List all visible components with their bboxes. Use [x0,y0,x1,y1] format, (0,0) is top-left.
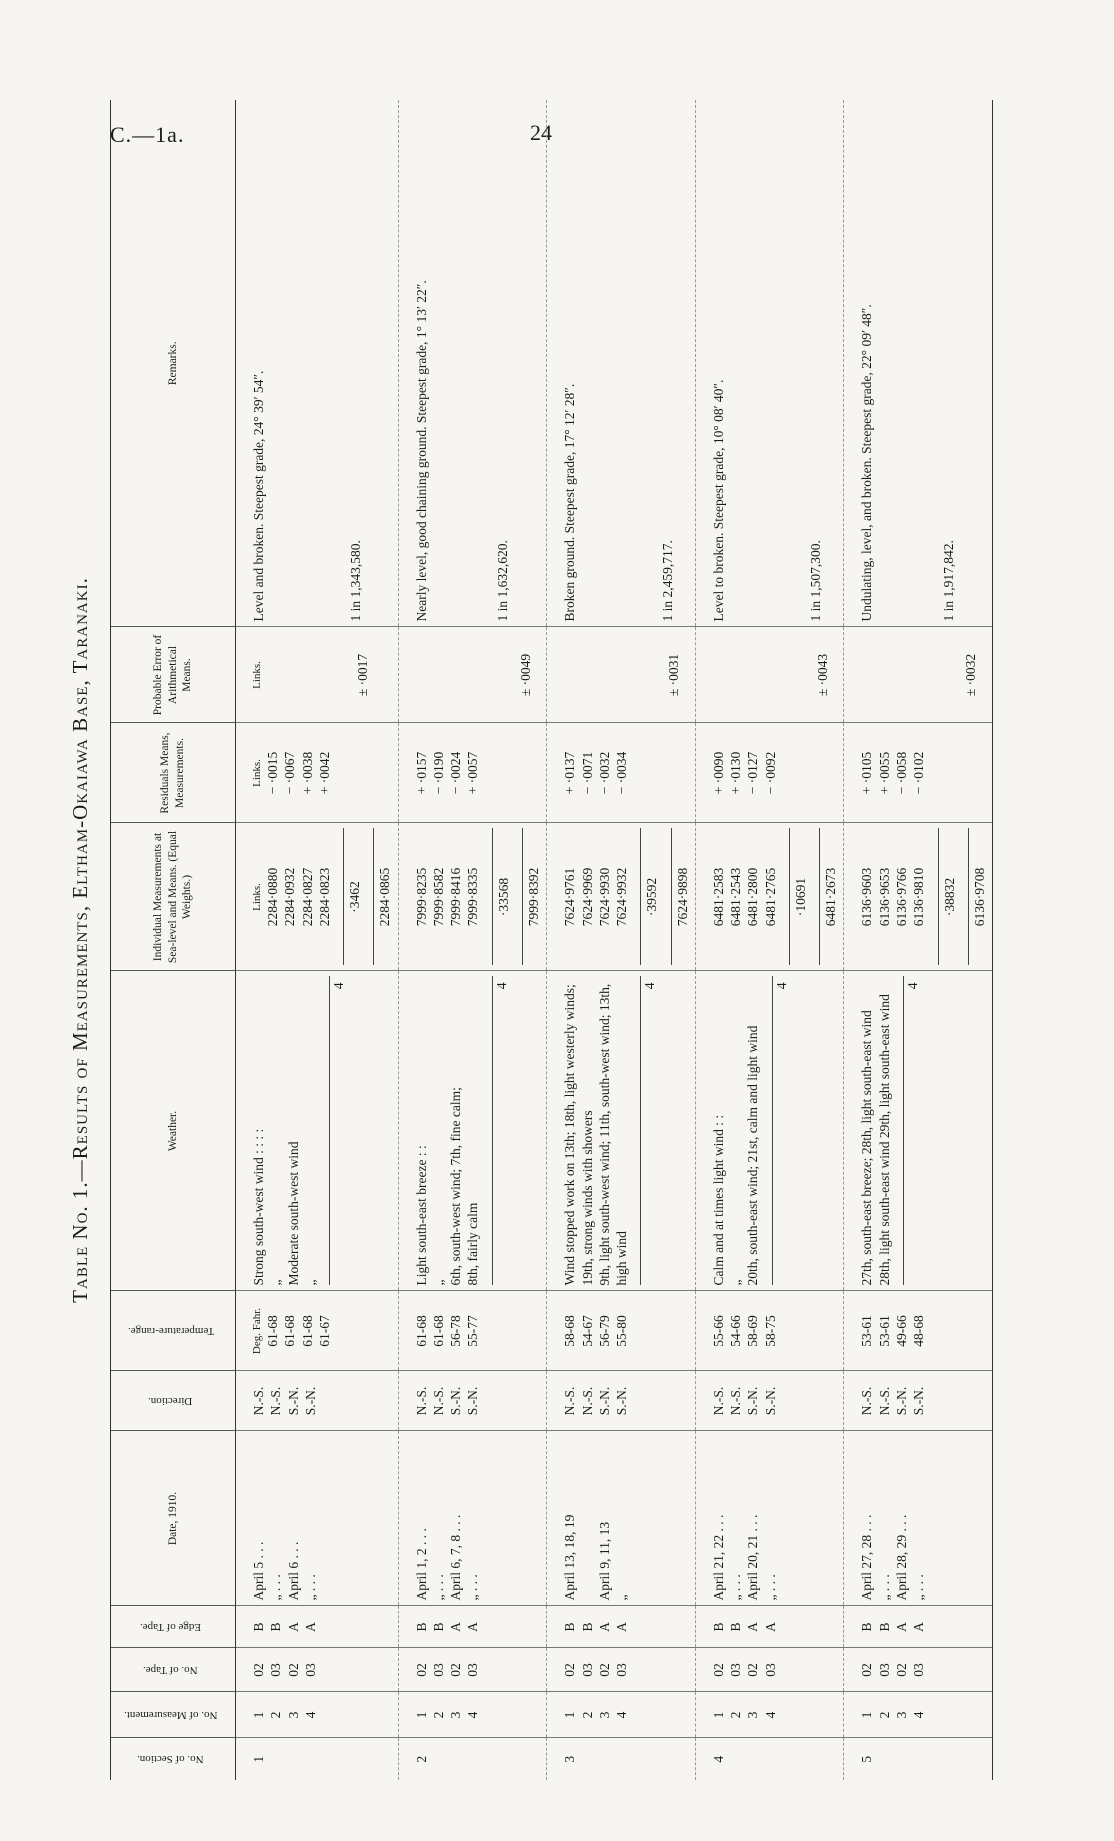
count: 4 [492,977,510,1286]
probable-error [695,627,844,723]
header-date: Date, 1910. [111,1431,236,1606]
header-probable-error: Probable Error of Arithmetical Means. [111,627,236,723]
header-tape: No. of Tape. [111,1648,236,1692]
sum-value: ·3462 [343,829,363,966]
remarks-text: Level to broken. Steepest grade, 10° 08′ 40″. [710,379,726,622]
individual-measurements [695,823,844,971]
temperatures: 53-61 53-61 49-66 48-68 [844,1291,993,1371]
weather [547,971,696,1291]
individual-values: 7624·9761 7624·9969 7624·9930 7624·9932 [562,867,630,927]
weather-text: Light south-east breeze : : „ 6th, south-west wind; 7th, fine calm; 8th, fairly calm [413,1087,481,1286]
remarks-text: Broken ground. Steepest grade, 17° 12′ 28″. [562,383,578,622]
header-weather: Weather. [111,971,236,1291]
individual-measurements [844,823,993,971]
section-row [398,100,547,1780]
tape-edges: B B A A [695,1606,844,1648]
results-table [110,100,993,1780]
directions: N.-S. N.-S. S.-N. S.-N. [695,1371,844,1431]
individual-values: 6136·9603 6136·9653 6136·9766 6136·9810 [859,867,927,927]
residuals [236,723,399,823]
residuals-unit: Links. [251,759,263,787]
error-value: ± ·0032 [963,653,979,697]
sum-value: ·33568 [492,829,512,966]
weather [236,971,399,1291]
section-no: 5 [844,1738,993,1780]
section-row [547,100,696,1780]
ratio: 1 in 1,507,300. [808,540,824,622]
directions: N.-S. N.-S. S.-N. S.-N. [236,1371,399,1431]
sum-value: ·38832 [938,829,958,966]
dates: April 5 . . . „ . . . April 6 . . . „ . . . [236,1431,399,1606]
dates: April 1, 2 . . . „ . . . April 6, 7, 8 . . . „ . . . [398,1431,547,1606]
section-no: 1 [236,1738,399,1780]
header-measurement: No. of Measurement. [111,1692,236,1738]
error-value: ± ·0017 [355,653,371,697]
probable-error [236,627,399,723]
tape-nos: 02 03 02 03 [695,1648,844,1692]
weather-text: Strong south-west wind : : : : „ Moderate south-west wind „ [251,1128,318,1286]
header-direction: Direction. [111,1371,236,1431]
section-no: 2 [398,1738,547,1780]
temperatures: 58-68 54-67 56-79 55-80 [547,1291,696,1371]
directions: N.-S. N.-S. S.-N. S.-N. [547,1371,696,1431]
temp-values: 61-68 61-68 61-68 61-67 [265,1315,332,1347]
section-row [844,100,993,1780]
section-row [236,100,399,1780]
tape-edges: B B A A [844,1606,993,1648]
weather-text: Calm and at times light wind : : „ 20th, south-east wind; 21st, calm and light wind [710,1025,761,1286]
error-unit: Links. [251,661,263,689]
weather [398,971,547,1291]
weather-text: Wind stopped work on 13th; 18th, light westerly winds; 19th, strong winds with showers 9th, light south-west wind; 11th, south-west wind; 13th, high wind [562,983,630,1286]
measurement-nos: 1 2 3 4 [547,1692,696,1738]
remarks-text: Undulating, level, and broken. Steepest grade, 22° 09′ 48″. [859,304,875,622]
table-title: Table No. 1.—Results of Measurements, Eltham-Okaiawa Base, Taranaki. [68,577,92,1303]
dates: April 13, 18, 19 April 9, 11, 13 „ [547,1431,696,1606]
ratio: 1 in 2,459,717. [659,540,675,622]
weather [695,971,844,1291]
page-number: 24 [530,120,552,145]
count: 4 [772,977,790,1286]
header-temperature: Temperature-range. [111,1291,236,1371]
section-no: 3 [547,1738,696,1780]
probable-error [398,627,547,723]
links-unit: Links. [251,883,263,911]
tape-nos: 02 03 02 03 [236,1648,399,1692]
individual-measurements [547,823,696,971]
tape-nos: 02 03 02 03 [398,1648,547,1692]
directions: N.-S. N.-S. S.-N. S.-N. [398,1371,547,1431]
remarks [547,100,696,627]
tape-edges: B B A A [236,1606,399,1648]
residuals: + ·0105 + ·0055 − ·0058 − ·0102 [844,723,993,823]
sum-value: ·39592 [640,829,660,966]
dates: April 21, 22 . . . „ . . . April 20, 21 . . . „ . . . [695,1431,844,1606]
tape-edges: B B A A [547,1606,696,1648]
remarks [236,100,399,627]
individual-values: 2284·0880 2284·0932 2284·0827 2284·0823 [265,867,332,927]
measurement-nos: 1 2 3 4 [695,1692,844,1738]
section-no: 4 [695,1738,844,1780]
header-remarks: Remarks. [111,100,236,627]
individual-measurements [236,823,399,971]
count: 4 [640,977,658,1286]
mean-value: 7999·8392 [522,829,542,966]
measurement-nos: 1 2 3 4 [398,1692,547,1738]
error-value: ± ·0049 [517,653,533,697]
header-section: No. of Section. [111,1738,236,1780]
weather-text: 27th, south-east breeze; 28th, light south-east wind 28th, light south-east wind 29th, light south-east wind [859,994,892,1286]
tape-nos: 02 03 02 03 [547,1648,696,1692]
mean-value: 6481·2673 [819,829,839,966]
measurement-nos: 1 2 3 4 [236,1692,399,1738]
dates: April 27, 28 . . . „ . . . April 28, 29 . . . „ . . . [844,1431,993,1606]
remarks-text: Nearly level, good chaining ground. Steepest grade, 1° 13′ 22″. [413,280,429,622]
individual-measurements [398,823,547,971]
mean-value: 6136·9708 [968,829,988,966]
remarks [398,100,547,627]
remarks [695,100,844,627]
weather [844,971,993,1291]
ratio: 1 in 1,917,842. [940,540,956,622]
tape-nos: 02 03 02 03 [844,1648,993,1692]
page-reference: C.—1a. [110,122,185,147]
individual-values: 6481·2583 6481·2543 6481·2800 6481·2765 [710,867,778,927]
error-value: ± ·0043 [814,653,830,697]
residuals: + ·0157 − ·0190 − ·0024 + ·0057 [398,723,547,823]
remarks-text: Level and broken. Steepest grade, 24° 39′ 54″. [251,370,266,622]
count: 4 [903,977,921,1286]
residuals: + ·0090 + ·0130 − ·0127 − ·0092 [695,723,844,823]
temperatures: 55-66 54-66 58-69 58-75 [695,1291,844,1371]
rotated-table-area [60,100,1000,1780]
table-header-row [111,100,236,1780]
count: 4 [329,977,347,1286]
directions: N.-S. N.-S. S.-N. S.-N. [844,1371,993,1431]
sum-value: ·10691 [789,829,809,966]
ratio: 1 in 1,632,620. [494,540,510,622]
probable-error [547,627,696,723]
tape-edges: B B A A [398,1606,547,1648]
mean-value: 7624·9898 [671,829,691,966]
temperatures [236,1291,399,1371]
temperatures: 61-68 61-68 56-78 55-77 [398,1291,547,1371]
ratio: 1 in 1,343,580. [348,540,364,622]
header-residuals: Residuals Means, Measurements. [111,723,236,823]
probable-error [844,627,993,723]
error-value: ± ·0031 [666,653,682,697]
remarks [844,100,993,627]
residuals: + ·0137 − ·0071 − ·0032 − ·0034 [547,723,696,823]
section-row [695,100,844,1780]
temp-unit: Deg. Fahr. [251,1307,263,1355]
header-edge: Edge of Tape. [111,1606,236,1648]
header-individual: Individual Measurements at Sea-level and Means. (Equal Weights.) [111,823,236,971]
individual-values: 7999·8235 7999·8582 7999·8416 7999·8335 [413,867,481,927]
residual-values: − ·0015 − ·0067 + ·0038 + ·0042 [265,751,332,795]
mean-value: 2284·0865 [373,829,393,966]
measurement-nos: 1 2 3 4 [844,1692,993,1738]
